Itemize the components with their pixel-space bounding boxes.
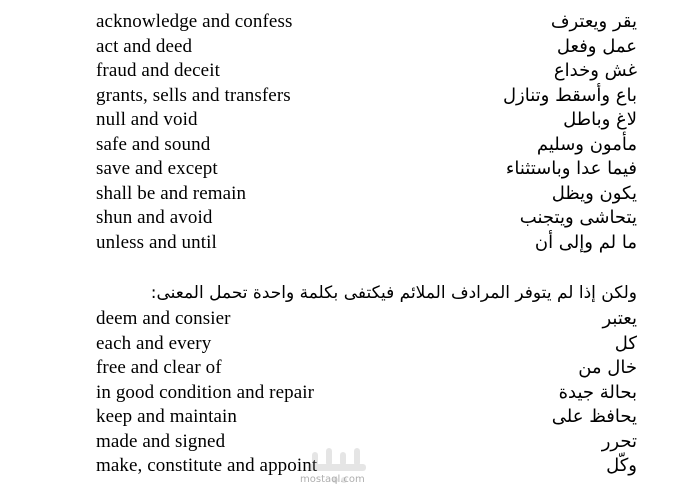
arabic-translation: مأمون وسليم	[536, 133, 637, 155]
arabic-translation: غش وخداع	[553, 60, 637, 81]
arabic-translation: لاغ وباطل	[563, 109, 637, 130]
phrase-row	[0, 356, 699, 380]
english-phrase: shall be and remain	[96, 182, 247, 204]
english-phrase: free and clear of	[96, 357, 222, 378]
arabic-translation: بحالة جيدة	[558, 381, 637, 403]
arabic-translation: خال من	[578, 357, 637, 378]
arabic-translation: ما لم وإلى أن	[534, 231, 637, 253]
english-phrase: keep and maintain	[96, 406, 237, 427]
arabic-translation: كل	[614, 332, 637, 354]
english-phrase: act and deed	[96, 35, 193, 57]
arabic-translation: يتحاشى ويتجنب	[519, 207, 637, 228]
phrase-row	[0, 430, 699, 454]
phrase-row	[0, 231, 699, 255]
english-phrase: made and signed	[96, 430, 226, 452]
arabic-translation: عمل وفعل	[556, 35, 637, 57]
phrase-row	[0, 182, 699, 206]
phrase-row	[0, 10, 699, 34]
arabic-translation: يعتبر	[602, 308, 637, 329]
phrase-row	[0, 332, 699, 356]
english-phrase: shun and avoid	[96, 207, 213, 228]
arabic-translation: تحرر	[601, 430, 637, 452]
arabic-translation: يقر ويعترف	[550, 11, 637, 32]
arabic-translation: فيما عدا وباستثناء	[505, 158, 637, 179]
arabic-translation: باع وأسقط وتنازل	[502, 84, 637, 106]
english-phrase: grants, sells and transfers	[96, 84, 291, 106]
phrase-row	[0, 108, 699, 132]
phrase-row	[0, 84, 699, 108]
phrase-row	[0, 35, 699, 59]
english-phrase: fraud and deceit	[96, 60, 220, 81]
english-phrase: safe and sound	[96, 133, 211, 155]
arabic-translation: يكون ويظل	[551, 182, 637, 204]
english-phrase: deem and consier	[96, 308, 231, 329]
phrase-row	[0, 381, 699, 405]
english-phrase: null and void	[96, 109, 198, 130]
phrase-row	[0, 206, 699, 230]
english-phrase: save and except	[96, 158, 218, 179]
english-phrase: unless and until	[96, 231, 217, 253]
english-phrase: in good condition and repair	[96, 381, 315, 403]
phrase-row	[0, 157, 699, 181]
english-phrase: each and every	[96, 332, 212, 354]
section-note: ولكن إذا لم يتوفر المرادف الملائم فيكتفى بكلمة واحدة تحمل المعنى:	[150, 283, 637, 303]
phrase-row	[0, 405, 699, 429]
arabic-translation: يحافظ على	[551, 406, 637, 427]
english-phrase: make, constitute and appoint	[96, 455, 318, 476]
watermark-text: mostaql.com	[300, 474, 365, 485]
phrase-row	[0, 307, 699, 331]
phrase-row	[0, 59, 699, 83]
arabic-translation: وكّل	[606, 455, 637, 476]
phrase-row	[0, 133, 699, 157]
english-phrase: acknowledge and confess	[96, 11, 293, 32]
